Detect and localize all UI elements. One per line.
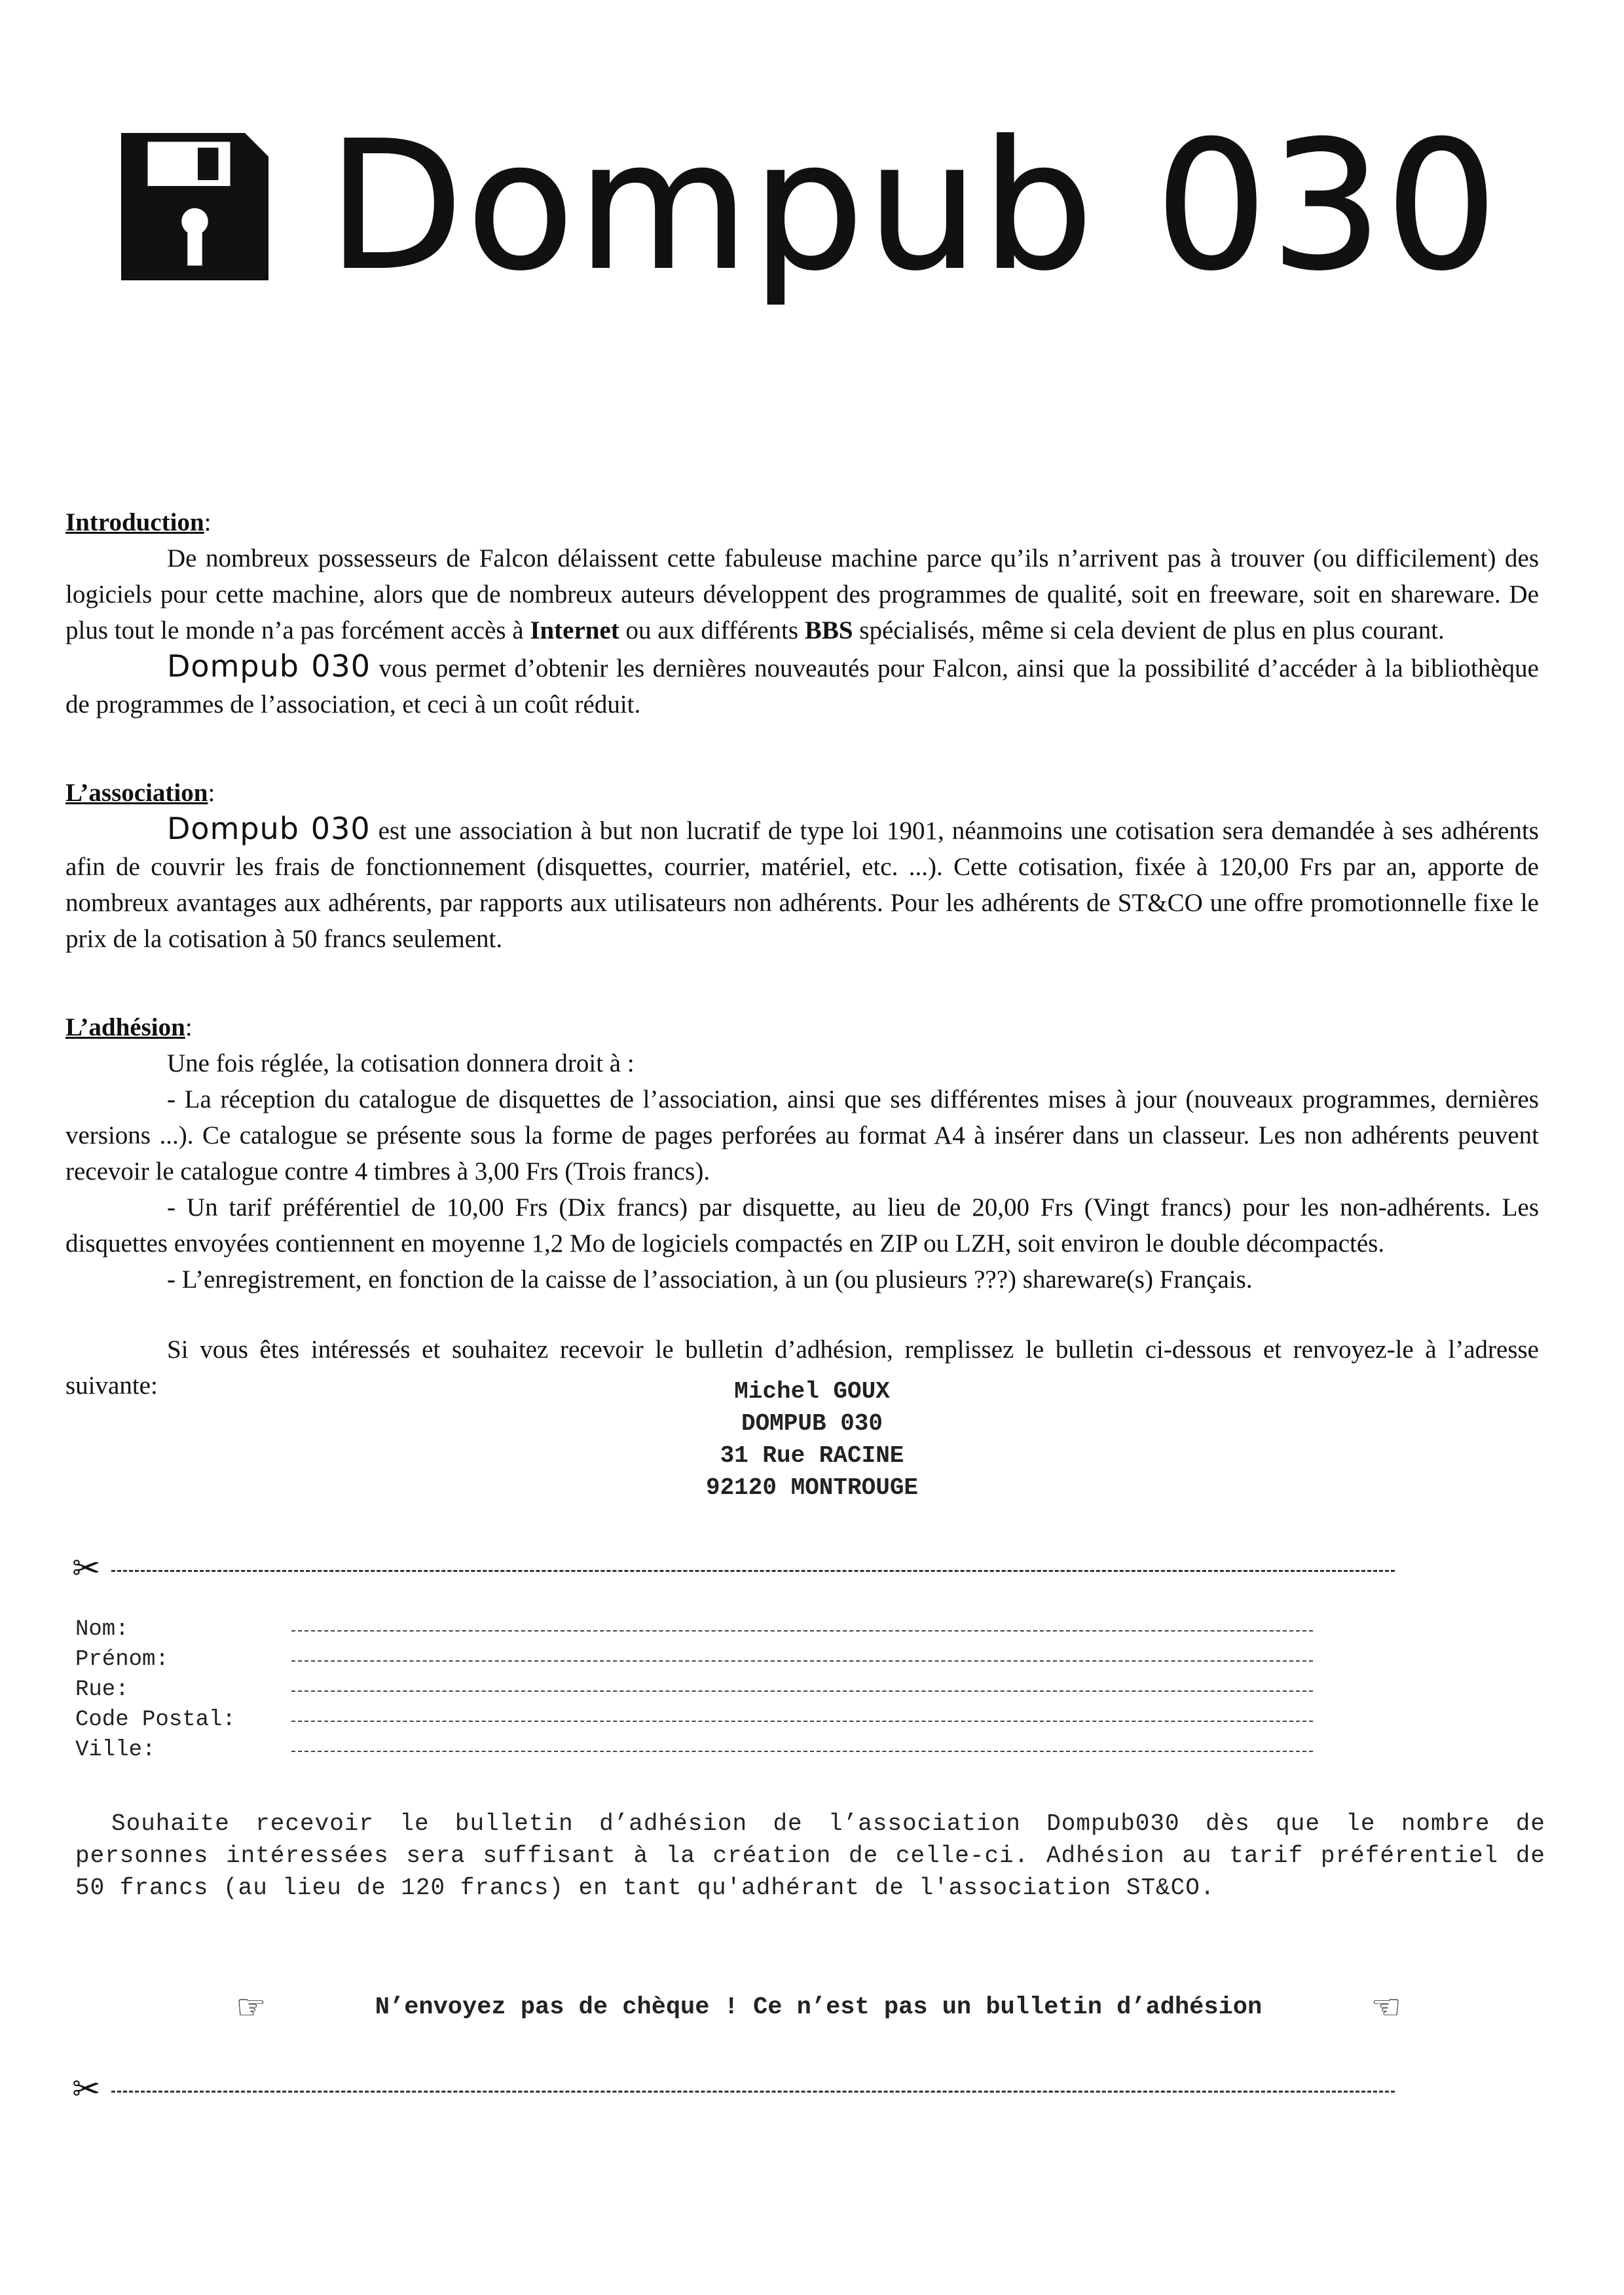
- form-blank-line[interactable]: [291, 1751, 1313, 1752]
- scissors-icon: ✂: [72, 1549, 101, 1588]
- section-introduction: Introduction: De nombreux possesseurs de Falcon délaissent cette fabuleuse machine parce qu’ils n’arrivent pas à trouver (ou difficilement) des logiciels pour cette machine, alors que de nombreux auteurs développent des programmes de qualité, soit en freeware, soit en shareware. De plus tout le monde n’a pas forcément accès à Internet ou aux différents BBS spécialisés, même si cela devient de plus en plus courant. Dompub 030 vous permet d’obtenir les dernières nouveautés pour Falcon, ainsi que la possibilité d’accéder à la bibliothèque de programmes de l’association, et ceci à un coût réduit.: [65, 504, 1539, 722]
- form-row-code-postal[interactable]: [75, 1705, 1320, 1735]
- dashed-divider: [111, 2091, 1395, 2093]
- adhesion-intro: Une fois réglée, la cotisation donnera droit à :: [167, 1049, 635, 1077]
- adhesion-item-2: - Un tarif préférentiel de 10,00 Frs (Dix francs) par disquette, au lieu de 20,00 Frs (Vingt francs) pour les non-adhérents. Les disquettes envoyées contiennent en moyenne 1,2 Mo de logiciels compactés en ZIP ou LZH, soit environ le double décompactés.: [65, 1193, 1539, 1258]
- warning-line: [236, 1988, 1401, 2027]
- form-label: Rue:: [75, 1677, 129, 1702]
- form-label: Ville:: [75, 1738, 156, 1763]
- notice-paragraph: Souhaite recevoir le bulletin d’adhésion de l’association Dompub030 dès que le nombre de personnes intéressées sera suffisant à la création de celle-ci. Adhésion au tarif préférentiel de 50 francs (au lieu de 120 francs) en tant qu'adhérant de l'association ST&CO.: [75, 1810, 1545, 1901]
- introduction-heading: Introduction: [65, 508, 204, 536]
- cut-line-bottom: [72, 2070, 1395, 2109]
- address-line-1: Michel GOUX: [734, 1378, 890, 1405]
- association-heading: L’association: [65, 779, 208, 807]
- adhesion-heading: L’adhésion: [65, 1013, 185, 1041]
- mailing-address: [0, 1375, 1624, 1504]
- floppy-disk-icon: [121, 133, 268, 280]
- brand-name: Dompub 030: [167, 648, 371, 684]
- form-label: Nom:: [75, 1617, 129, 1642]
- address-line-2: DOMPUB 030: [741, 1410, 883, 1437]
- form-row-rue[interactable]: [75, 1675, 1320, 1705]
- registration-form: [75, 1614, 1320, 1765]
- form-blank-line[interactable]: [291, 1721, 1313, 1722]
- form-blank-line[interactable]: [291, 1630, 1313, 1632]
- form-label: Code Postal:: [75, 1707, 236, 1732]
- logo-title: Dompub 030: [327, 103, 1501, 309]
- brand-name: Dompub 030: [167, 811, 371, 846]
- adhesion-item-3: - L’enregistrement, en fonction de la caisse de l’association, à un (ou plusieurs ???) shareware(s) Français.: [167, 1265, 1253, 1294]
- hand-pointing-left-icon: ☜: [1371, 1988, 1401, 2027]
- hand-pointing-right-icon: ☞: [236, 1988, 267, 2027]
- form-blank-line[interactable]: [291, 1690, 1313, 1692]
- cut-line-top: [72, 1549, 1395, 1588]
- form-label: Prénom:: [75, 1647, 169, 1672]
- introduction-paragraph-1: De nombreux possesseurs de Falcon délaissent cette fabuleuse machine parce qu’ils n’arrivent pas à trouver (ou difficilement) des logiciels pour cette machine, alors que de nombreux auteurs développent des programmes de qualité, soit en freeware, soit en shareware. De plus tout le monde n’a pas forcément accès à Internet ou aux différents BBS spécialisés, même si cela devient de plus en plus courant.: [65, 544, 1539, 644]
- association-paragraph: Dompub 030 est une association à but non lucratif de type loi 1901, néanmoins une cotisation sera demandée à ses adhérents afin de couvrir les frais de fonctionnement (disquettes, courrier, matériel, etc. ...). Cette cotisation, fixée à 120,00 Frs par an, apporte de nombreux avantages aux adhérents, par rapports aux utilisateurs non adhérents. Pour les adhérents de ST&CO une offre promotionnelle fixe le prix de la cotisation à 50 francs seulement.: [65, 811, 1539, 953]
- address-line-4: 92120 MONTROUGE: [705, 1474, 919, 1501]
- form-row-prenom[interactable]: [75, 1645, 1320, 1675]
- section-adhesion: L’adhésion: Une fois réglée, la cotisation donnera droit à : - La réception du catalogue de disquettes de l’association, ainsi que ses différentes mises à jour (nouveaux programmes, dernières versions ...). Ce catalogue se présente sous la forme de pages perforées au format A4 à insérer dans un classeur. Les non adhérents peuvent recevoir le catalogue contre 4 timbres à 3,00 Frs (Trois francs). - Un tarif préférentiel de 10,00 Frs (Dix francs) par disquette, au lieu de 20,00 Frs (Vingt francs) pour les non-adhérents. Les disquettes envoyées contiennent en moyenne 1,2 Mo de logiciels compactés en ZIP ou LZH, soit environ le double décompactés. - L’enregistrement, en fonction de la caisse de l’association, à un (ou plusieurs ???) shareware(s) Français. Si vous êtes intéressés et souhaitez recevoir le bulletin d’adhésion, remplissez le bulletin ci-dessous et renvoyez-le à l’adresse suivante:: [65, 1009, 1539, 1404]
- adhesion-closing: Si vous êtes intéressés et souhaitez recevoir le bulletin d’adhésion, remplissez le bulletin ci-dessous et renvoyez-le à l’adresse suivante:: [65, 1335, 1539, 1400]
- form-blank-line[interactable]: [291, 1660, 1313, 1662]
- scissors-icon: ✂: [72, 2070, 101, 2109]
- document-body: [65, 504, 1539, 1404]
- introduction-paragraph-2: Dompub 030 vous permet d’obtenir les dernières nouveautés pour Falcon, ainsi que la possibilité d’accéder à la bibliothèque de programmes de l’association, et ceci à un coût réduit.: [65, 648, 1539, 718]
- dashed-divider: [111, 1570, 1395, 1572]
- form-row-nom[interactable]: [75, 1614, 1320, 1645]
- warning-text: N’envoyez pas de chèque ! Ce n’est pas un bulletin d’adhésion: [375, 1994, 1263, 2021]
- form-row-ville[interactable]: [75, 1735, 1320, 1765]
- logo: [121, 103, 1501, 309]
- address-line-3: 31 Rue RACINE: [720, 1442, 904, 1469]
- section-association: L’association: Dompub 030 est une association à but non lucratif de type loi 1901, néanmoins une cotisation sera demandée à ses adhérents afin de couvrir les frais de fonctionnement (disquettes, courrier, matériel, etc. ...). Cette cotisation, fixée à 120,00 Frs par an, apporte de nombreux avantages aux adhérents, par rapports aux utilisateurs non adhérents. Pour les adhérents de ST&CO une offre promotionnelle fixe le prix de la cotisation à 50 francs seulement.: [65, 775, 1539, 957]
- adhesion-item-1: - La réception du catalogue de disquettes de l’association, ainsi que ses différentes mises à jour (nouveaux programmes, dernières versions ...). Ce catalogue se présente sous la forme de pages perforées au format A4 à insérer dans un classeur. Les non adhérents peuvent recevoir le catalogue contre 4 timbres à 3,00 Frs (Trois francs).: [65, 1085, 1539, 1185]
